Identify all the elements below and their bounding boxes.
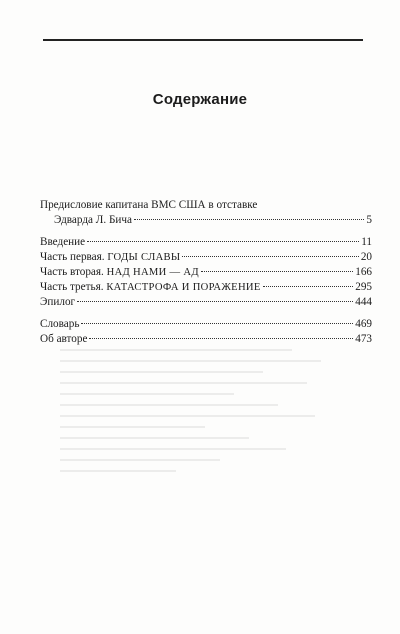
toc-entry-part-three[interactable] — [40, 280, 372, 295]
toc-entry-preface-label: Эдварда Л. Бича — [54, 214, 132, 226]
toc-entry-label: ГОДЫ СЛАВЫ — [107, 252, 181, 263]
dot-leader — [89, 338, 353, 339]
toc-page-number: 11 — [361, 236, 372, 248]
toc-page-number: 444 — [355, 296, 372, 308]
toc-entry-label: КАТАСТРОФА И ПОРАЖЕНИЕ — [106, 282, 261, 293]
toc-entry-label: Словарь — [40, 318, 80, 330]
page-title: Содержание — [152, 91, 248, 108]
toc-page-number: 469 — [355, 318, 372, 330]
show-through-text — [60, 340, 350, 600]
toc-entry-glossary[interactable] — [40, 317, 372, 332]
dot-leader — [263, 286, 354, 287]
toc-page-number: 166 — [355, 266, 372, 278]
toc-page-number: 295 — [355, 281, 372, 293]
toc-entry-preface[interactable] — [40, 198, 372, 228]
dot-leader — [87, 241, 359, 242]
toc-entry-prefix: Часть вторая. — [40, 266, 104, 278]
toc-entry-label: НАД НАМИ — АД — [106, 267, 199, 278]
dot-leader — [134, 219, 364, 220]
toc-page-number: 5 — [366, 214, 372, 226]
toc-entry-part-two[interactable] — [40, 265, 372, 280]
dot-leader — [77, 301, 353, 302]
toc-entry-epilogue[interactable] — [40, 295, 372, 310]
top-rule — [43, 39, 363, 41]
toc-entry-label: Эпилог — [40, 296, 76, 308]
dot-leader — [201, 271, 353, 272]
toc-entry-introduction[interactable] — [40, 235, 372, 250]
table-of-contents — [40, 198, 372, 347]
toc-entry-preface-line1: Предисловие капитана ВМС США в отставке — [40, 199, 258, 211]
toc-entry-prefix: Часть третья. — [40, 281, 104, 293]
dot-leader — [182, 256, 358, 257]
toc-page-number: 20 — [360, 251, 372, 263]
toc-entry-label: Об авторе — [40, 333, 88, 345]
toc-entry-part-one[interactable] — [40, 250, 372, 265]
toc-entry-prefix: Часть первая. — [40, 251, 105, 263]
toc-page-number: 473 — [355, 333, 372, 345]
toc-entry-label: Введение — [40, 236, 86, 248]
dot-leader — [81, 323, 353, 324]
toc-entry-about-author[interactable] — [40, 332, 372, 347]
